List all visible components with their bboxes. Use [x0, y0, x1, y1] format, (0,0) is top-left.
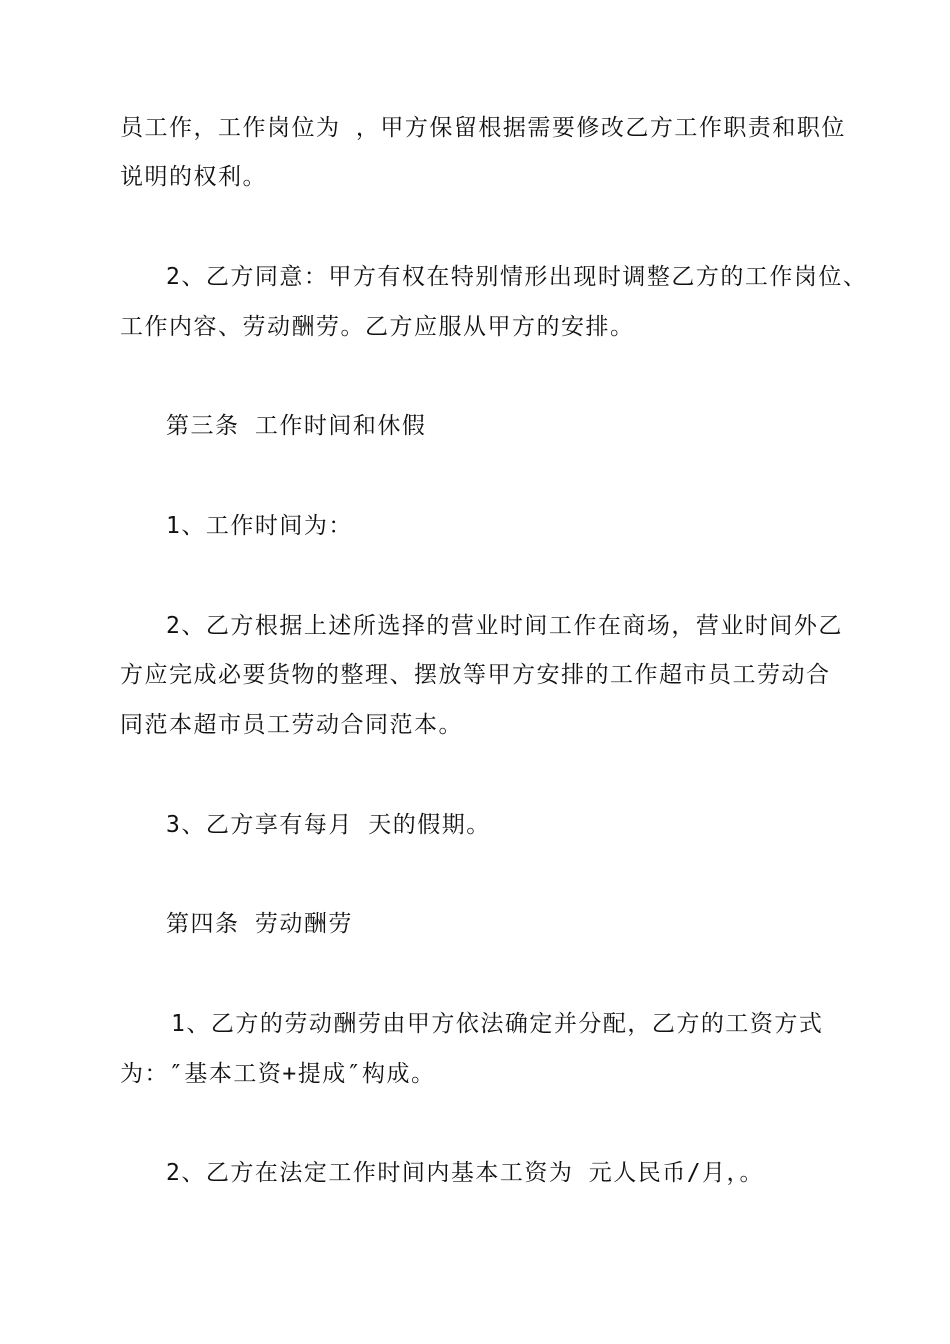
paragraph-line: 3、乙方享有每月 天的假期。: [166, 812, 491, 838]
paragraph-line: 为：″基本工资+提成″构成。: [120, 1061, 436, 1087]
paragraph-line: 说明的权利。: [120, 164, 267, 190]
paragraph-line: 工作内容、劳动酬劳。乙方应服从甲方的安排。: [120, 314, 635, 340]
paragraph-line: 2、乙方根据上述所选择的营业时间工作在商场，营业时间外乙: [166, 613, 843, 639]
paragraph-line: 2、乙方同意：甲方有权在特别情形出现时调整乙方的工作岗位、: [166, 264, 868, 290]
article-heading-3: 第三条 工作时间和休假: [166, 413, 427, 439]
paragraph-line: 1、乙方的劳动酬劳由甲方依法确定并分配，乙方的工资方式: [171, 1011, 824, 1037]
paragraph-line: 1、工作时间为：: [166, 513, 353, 539]
paragraph-line: 员工作，工作岗位为 ，甲方保留根据需要修改乙方工作职责和职位: [120, 115, 846, 141]
paragraph-line: 2、乙方在法定工作时间内基本工资为 元人民币/月，。: [166, 1160, 765, 1186]
paragraph-line: 方应完成必要货物的整理、摆放等甲方安排的工作超市员工劳动合: [120, 662, 831, 688]
paragraph-line: 同范本超市员工劳动合同范本。: [120, 712, 463, 738]
article-heading-4: 第四条 劳动酬劳: [166, 911, 353, 937]
